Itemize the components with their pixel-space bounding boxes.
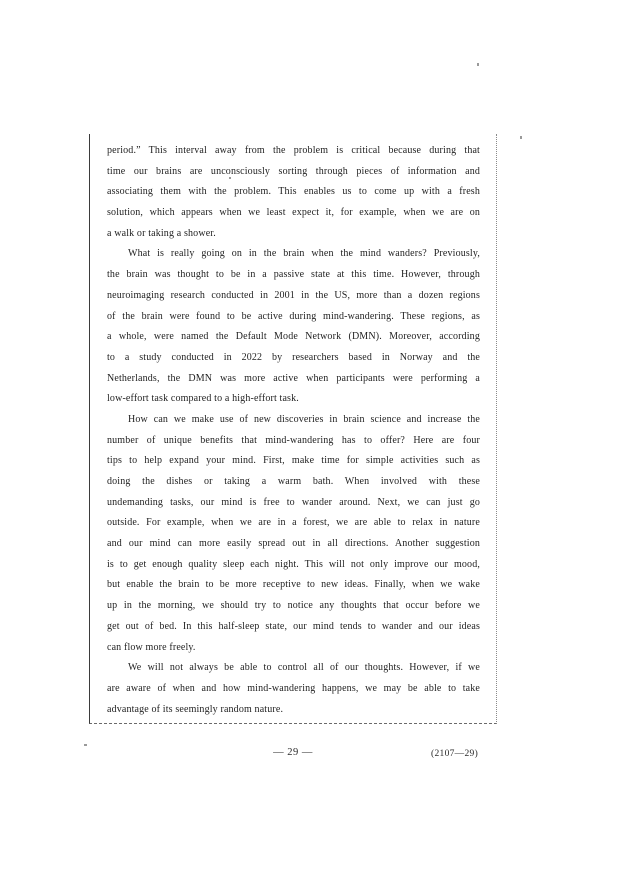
passage-line: doing the dishes or taking a warm bath. When involved with these	[107, 476, 480, 487]
passage-text	[107, 141, 480, 720]
passage-line: What is really going on in the brain when the mind wanders? Previously,	[128, 248, 480, 260]
passage-line: Netherlands, the DMN was more active when participants were performing a	[107, 372, 480, 384]
passage-line: up in the morning, we should try to notice any thoughts that occur before we	[107, 600, 480, 612]
passage-line: period.” This interval away from the problem is critical because during that	[107, 145, 480, 156]
passage-line: How can we make use of new discoveries in brain science and increase the	[128, 413, 480, 425]
passage-line: number of unique benefits that mind-wandering has to offer? Here are four	[107, 434, 480, 446]
scan-speck	[520, 136, 522, 139]
passage-line: but enable the brain to be more receptive to new ideas. Finally, when we wake	[107, 579, 480, 591]
passage-box	[89, 134, 497, 724]
passage-line: a walk or taking a shower.	[107, 227, 216, 239]
passage-line: get out of bed. In this half-sleep state, our mind tends to wander and our ideas	[107, 620, 480, 632]
passage-line: advantage of its seemingly random nature.	[107, 703, 284, 715]
passage-line: time our brains are unconsciously sorting through pieces of information and	[107, 165, 480, 177]
passage-line: of the brain were found to be active during mind-wandering. These regions, as	[107, 310, 480, 322]
passage-line: is to get enough quality sleep each night. This will not only improve our mood,	[107, 558, 480, 570]
passage-line: We will not always be able to control all of our thoughts. However, if we	[128, 662, 480, 674]
passage-line: neuroimaging research conducted in 2001 in the US, more than a dozen regions	[107, 289, 480, 301]
scan-speck	[477, 63, 479, 66]
scan-speck	[229, 177, 231, 179]
passage-line: outside. For example, when we are in a forest, we are able to relax in nature	[107, 517, 480, 529]
passage-line: the brain was thought to be in a passive state at this time. However, through	[107, 269, 480, 281]
passage-line: low-effort task compared to a high-effort task.	[107, 393, 299, 405]
booklet-code: (2107—29)	[431, 749, 479, 759]
passage-line: are aware of when and how mind-wandering happens, we may be able to take	[107, 682, 480, 694]
passage-line: undemanding tasks, our mind is free to wander around. Next, we can just go	[107, 496, 480, 508]
passage-line: associating them with the problem. This enables us to come up with a fresh	[107, 186, 480, 198]
passage-line: tips to help expand your mind. First, make time for simple activities such as	[107, 455, 480, 467]
passage-line: to a study conducted in 2022 by researchers based in Norway and the	[107, 351, 480, 363]
passage-line: and our mind can more easily spread out in all directions. Another suggestion	[107, 538, 480, 550]
passage-line: solution, which appears when we least expect it, for example, when we are on	[107, 207, 480, 219]
scan-speck	[84, 744, 87, 746]
passage-line: a whole, were named the Default Mode Network (DMN). Moreover, according	[107, 331, 480, 343]
page-number: — 29 —	[273, 747, 313, 758]
passage-line: can flow more freely.	[107, 641, 196, 653]
